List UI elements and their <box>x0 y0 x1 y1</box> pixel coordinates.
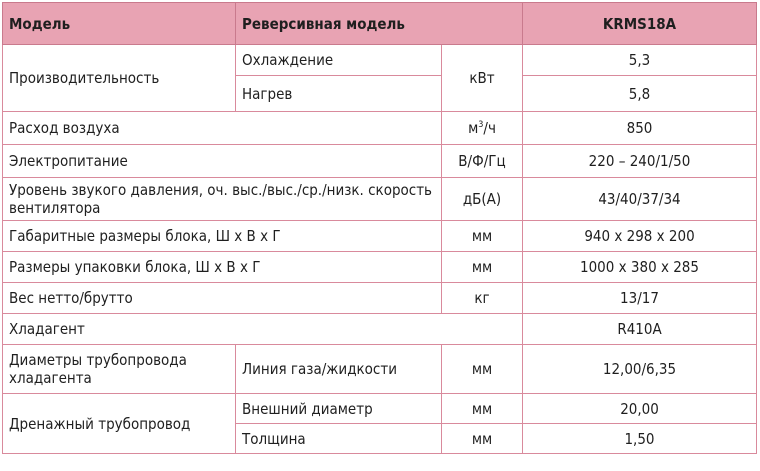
piping-unit: мм <box>442 345 523 394</box>
noise-value: 43/40/37/34 <box>523 178 757 221</box>
weight-label: Вес нетто/брутто <box>3 283 442 314</box>
spec-table <box>2 2 757 454</box>
table-row <box>3 394 757 424</box>
cooling-value: 5,3 <box>523 45 757 76</box>
refrigerant-label: Хладагент <box>3 314 523 345</box>
header-row <box>3 3 757 45</box>
table-row <box>3 112 757 145</box>
drain-thickness-label: Толщина <box>236 424 442 454</box>
piping-value: 12,00/6,35 <box>523 345 757 394</box>
package-label: Размеры упаковки блока, Ш х В х Г <box>3 252 442 283</box>
drain-thickness-unit: мм <box>442 424 523 454</box>
cooling-label: Охлаждение <box>236 45 442 76</box>
table-row <box>3 221 757 252</box>
dimensions-value: 940 х 298 х 200 <box>523 221 757 252</box>
table-row <box>3 345 757 394</box>
drain-outer-label: Внешний диаметр <box>236 394 442 424</box>
table-row <box>3 45 757 76</box>
airflow-unit <box>442 112 523 145</box>
airflow-unit-sup: 3 <box>478 120 484 130</box>
noise-label: Уровень звукого давления, оч. выс./выс./ср./низк. скорость вентилятора <box>3 178 442 221</box>
power-value: 220 – 240/1/50 <box>523 145 757 178</box>
drain-outer-unit: мм <box>442 394 523 424</box>
weight-value: 13/17 <box>523 283 757 314</box>
capacity-label: Производительность <box>3 45 236 112</box>
drain-label: Дренажный трубопровод <box>3 394 236 454</box>
piping-sub-label: Линия газа/жидкости <box>236 345 442 394</box>
table-row <box>3 314 757 345</box>
heating-label: Нагрев <box>236 76 442 112</box>
power-label: Электропитание <box>3 145 442 178</box>
airflow-value: 850 <box>523 112 757 145</box>
table-row <box>3 283 757 314</box>
heating-value: 5,8 <box>523 76 757 112</box>
header-model: Модель <box>3 3 236 45</box>
header-product: KRMS18A <box>523 3 757 45</box>
table-row <box>3 145 757 178</box>
drain-outer-value: 20,00 <box>523 394 757 424</box>
dimensions-unit: мм <box>442 221 523 252</box>
piping-label: Диаметры трубопровода хладагента <box>3 345 236 394</box>
header-reverse-model: Реверсивная модель <box>236 3 523 45</box>
power-unit: В/Ф/Гц <box>442 145 523 178</box>
package-unit: мм <box>442 252 523 283</box>
refrigerant-value: R410A <box>523 314 757 345</box>
drain-thickness-value: 1,50 <box>523 424 757 454</box>
package-value: 1000 х 380 х 285 <box>523 252 757 283</box>
dimensions-label: Габаритные размеры блока, Ш х В х Г <box>3 221 442 252</box>
noise-unit: дБ(А) <box>442 178 523 221</box>
airflow-unit-base: м <box>468 119 479 137</box>
table-row <box>3 252 757 283</box>
weight-unit: кг <box>442 283 523 314</box>
airflow-label: Расход воздуха <box>3 112 442 145</box>
table-row <box>3 178 757 221</box>
airflow-unit-tail: /ч <box>483 119 496 137</box>
capacity-unit: кВт <box>442 45 523 112</box>
